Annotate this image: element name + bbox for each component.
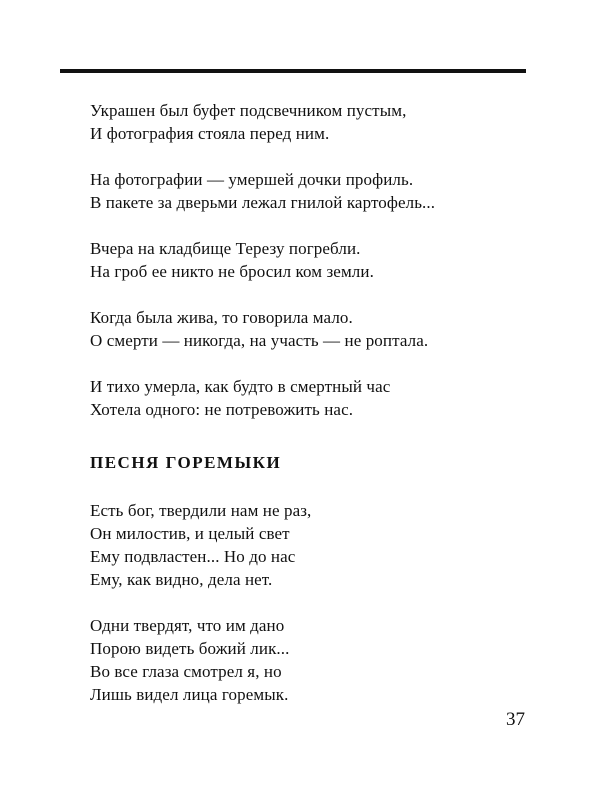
verse-line: Украшен был буфет подсвечником пустым, xyxy=(90,101,407,120)
poem2-stanza xyxy=(90,499,530,591)
verse-line: Во все глаза смотрел я, но xyxy=(90,662,282,681)
poem1-stanza xyxy=(90,168,530,214)
verse-line: В пакете за дверьми лежал гнилой картофель... xyxy=(90,193,436,212)
poem1-stanza xyxy=(90,99,530,145)
poem2-stanza xyxy=(90,614,530,706)
page-content xyxy=(90,99,530,729)
verse-line: Порою видеть божий лик... xyxy=(90,639,290,658)
verse-line: Лишь видел лица горемык. xyxy=(90,685,289,704)
verse-line: О смерти — никогда, на участь — не роптала. xyxy=(90,331,429,350)
verse-line: И фотография стояла перед ним. xyxy=(90,124,330,143)
verse-line: И тихо умерла, как будто в смертный час xyxy=(90,377,391,396)
verse-line: Он милостив, и целый свет xyxy=(90,524,290,543)
verse-line: Когда была жива, то говорила мало. xyxy=(90,308,353,327)
verse-line: Ему подвластен... Но до нас xyxy=(90,547,296,566)
poem-title: ПЕСНЯ ГОРЕМЫКИ xyxy=(90,453,282,472)
verse-line: Ему, как видно, дела нет. xyxy=(90,570,273,589)
verse-line: Вчера на кладбище Терезу погребли. xyxy=(90,239,361,258)
poem1-stanza xyxy=(90,306,530,352)
verse-line: Одни твердят, что им дано xyxy=(90,616,285,635)
verse-line: Есть бог, твердили нам не раз, xyxy=(90,501,312,520)
poem1-stanza xyxy=(90,237,530,283)
verse-line: На гроб ее никто не бросил ком земли. xyxy=(90,262,374,281)
verse-line: На фотографии — умершей дочки профиль. xyxy=(90,170,414,189)
page-number: 37 xyxy=(506,709,525,730)
verse-line: Хотела одного: не потревожить нас. xyxy=(90,400,354,419)
top-rule xyxy=(60,69,526,73)
poem1-stanza xyxy=(90,375,530,421)
